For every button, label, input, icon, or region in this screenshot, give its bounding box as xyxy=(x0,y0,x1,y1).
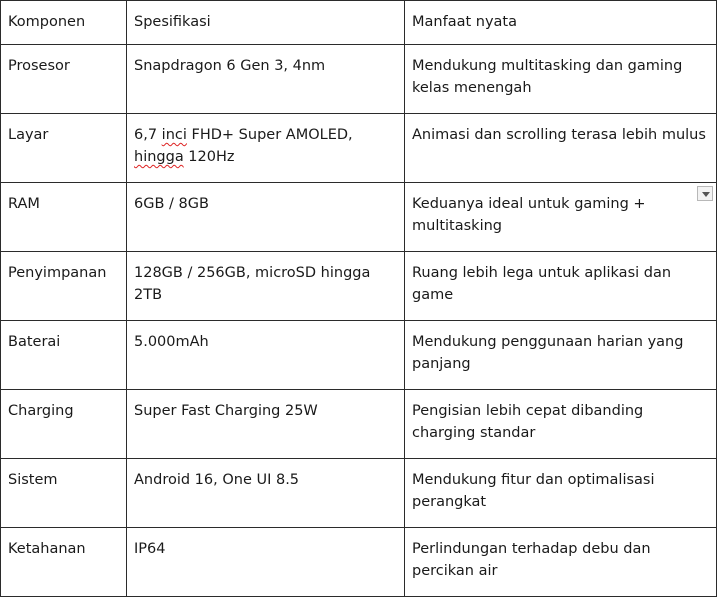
spec-text: 6,7 xyxy=(134,127,162,143)
table-row xyxy=(1,183,717,252)
cell-komponen: RAM xyxy=(1,183,127,252)
cell-spesifikasi: 128GB / 256GB, microSD hingga 2TB xyxy=(127,252,405,321)
cell-spesifikasi: IP64 xyxy=(127,528,405,597)
cell-spesifikasi xyxy=(127,114,405,183)
cell-spesifikasi: Snapdragon 6 Gen 3, 4nm xyxy=(127,45,405,114)
spellcheck-word: inci xyxy=(161,127,187,143)
cell-komponen: Baterai xyxy=(1,321,127,390)
cell-manfaat: Perlindungan terhadap debu dan percikan air xyxy=(405,528,717,597)
table-row xyxy=(1,459,717,528)
dropdown-arrow-icon[interactable] xyxy=(697,186,713,201)
header-komponen: Komponen xyxy=(1,1,127,45)
cell-spesifikasi: 5.000mAh xyxy=(127,321,405,390)
header-spesifikasi: Spesifikasi xyxy=(127,1,405,45)
cell-komponen: Ketahanan xyxy=(1,528,127,597)
table-row xyxy=(1,321,717,390)
cell-spesifikasi: Super Fast Charging 25W xyxy=(127,390,405,459)
cell-manfaat: Animasi dan scrolling terasa lebih mulus xyxy=(405,114,717,183)
cell-spesifikasi: Android 16, One UI 8.5 xyxy=(127,459,405,528)
table-row xyxy=(1,528,717,597)
cell-komponen: Penyimpanan xyxy=(1,252,127,321)
cell-spesifikasi: 6GB / 8GB xyxy=(127,183,405,252)
table-row xyxy=(1,45,717,114)
cell-manfaat: Mendukung penggunaan harian yang panjang xyxy=(405,321,717,390)
spec-text: 120Hz xyxy=(183,149,235,165)
table-header-row xyxy=(1,1,717,45)
cell-manfaat: Mendukung multitasking dan gaming kelas menengah xyxy=(405,45,717,114)
table-row xyxy=(1,252,717,321)
spellcheck-word: hingga xyxy=(134,149,184,165)
header-manfaat: Manfaat nyata xyxy=(405,1,717,45)
cell-komponen: Prosesor xyxy=(1,45,127,114)
cell-manfaat: Pengisian lebih cepat dibanding charging standar xyxy=(405,390,717,459)
cell-manfaat: Mendukung fitur dan optimalisasi perangkat xyxy=(405,459,717,528)
cell-manfaat: Keduanya ideal untuk gaming + multitasking xyxy=(405,183,717,252)
cell-komponen: Sistem xyxy=(1,459,127,528)
cell-komponen: Layar xyxy=(1,114,127,183)
cell-manfaat: Ruang lebih lega untuk aplikasi dan game xyxy=(405,252,717,321)
table-row xyxy=(1,390,717,459)
cell-komponen: Charging xyxy=(1,390,127,459)
table-row xyxy=(1,114,717,183)
spec-text: FHD+ Super AMOLED, xyxy=(186,127,353,143)
